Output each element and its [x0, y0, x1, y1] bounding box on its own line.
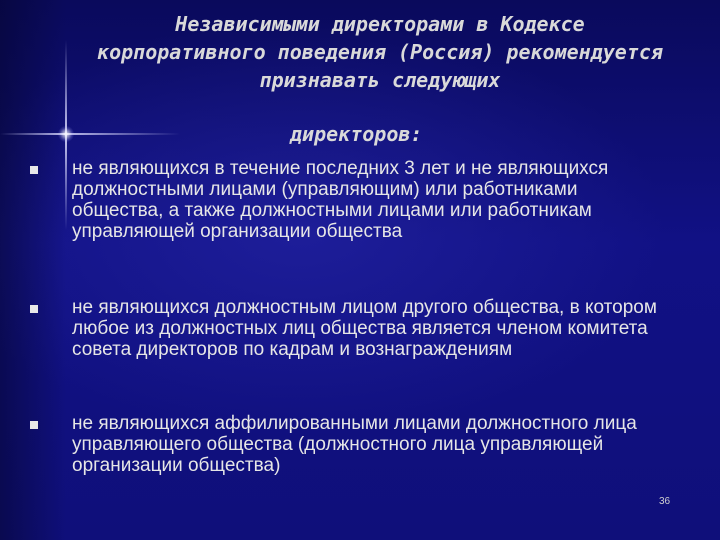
sparkle-horizontal-ray: [0, 133, 180, 135]
bullet-text: не являющихся аффилированными лицами должностного лица управляющего общества (должностного лица управляющей организации общества): [72, 413, 637, 476]
bullet-square-icon: [30, 166, 38, 174]
left-shadow-band: [0, 0, 66, 540]
page-number: 36: [659, 496, 671, 507]
bullet-text: не являющихся в течение последних 3 лет и не являющихся должностными лицами (управляющим) или работниками общества, а также должностными лицами или работникам управляющей организации общества: [72, 158, 609, 242]
bullet-square-icon: [30, 421, 38, 429]
bullet-text: не являющихся должностным лицом другого общества, в котором любое из должностных лиц общества является членом комитета совета директоров по кадрам и вознаграждениям: [72, 297, 657, 360]
sparkle-star-icon: [58, 126, 74, 142]
slide-title: Независимыми директорами в Кодексе корпоративного поведения (Россия) рекомендуется признавать следующих: [97, 12, 663, 92]
slide-title-last-line: директоров:: [290, 122, 423, 146]
bullet-square-icon: [30, 305, 38, 313]
